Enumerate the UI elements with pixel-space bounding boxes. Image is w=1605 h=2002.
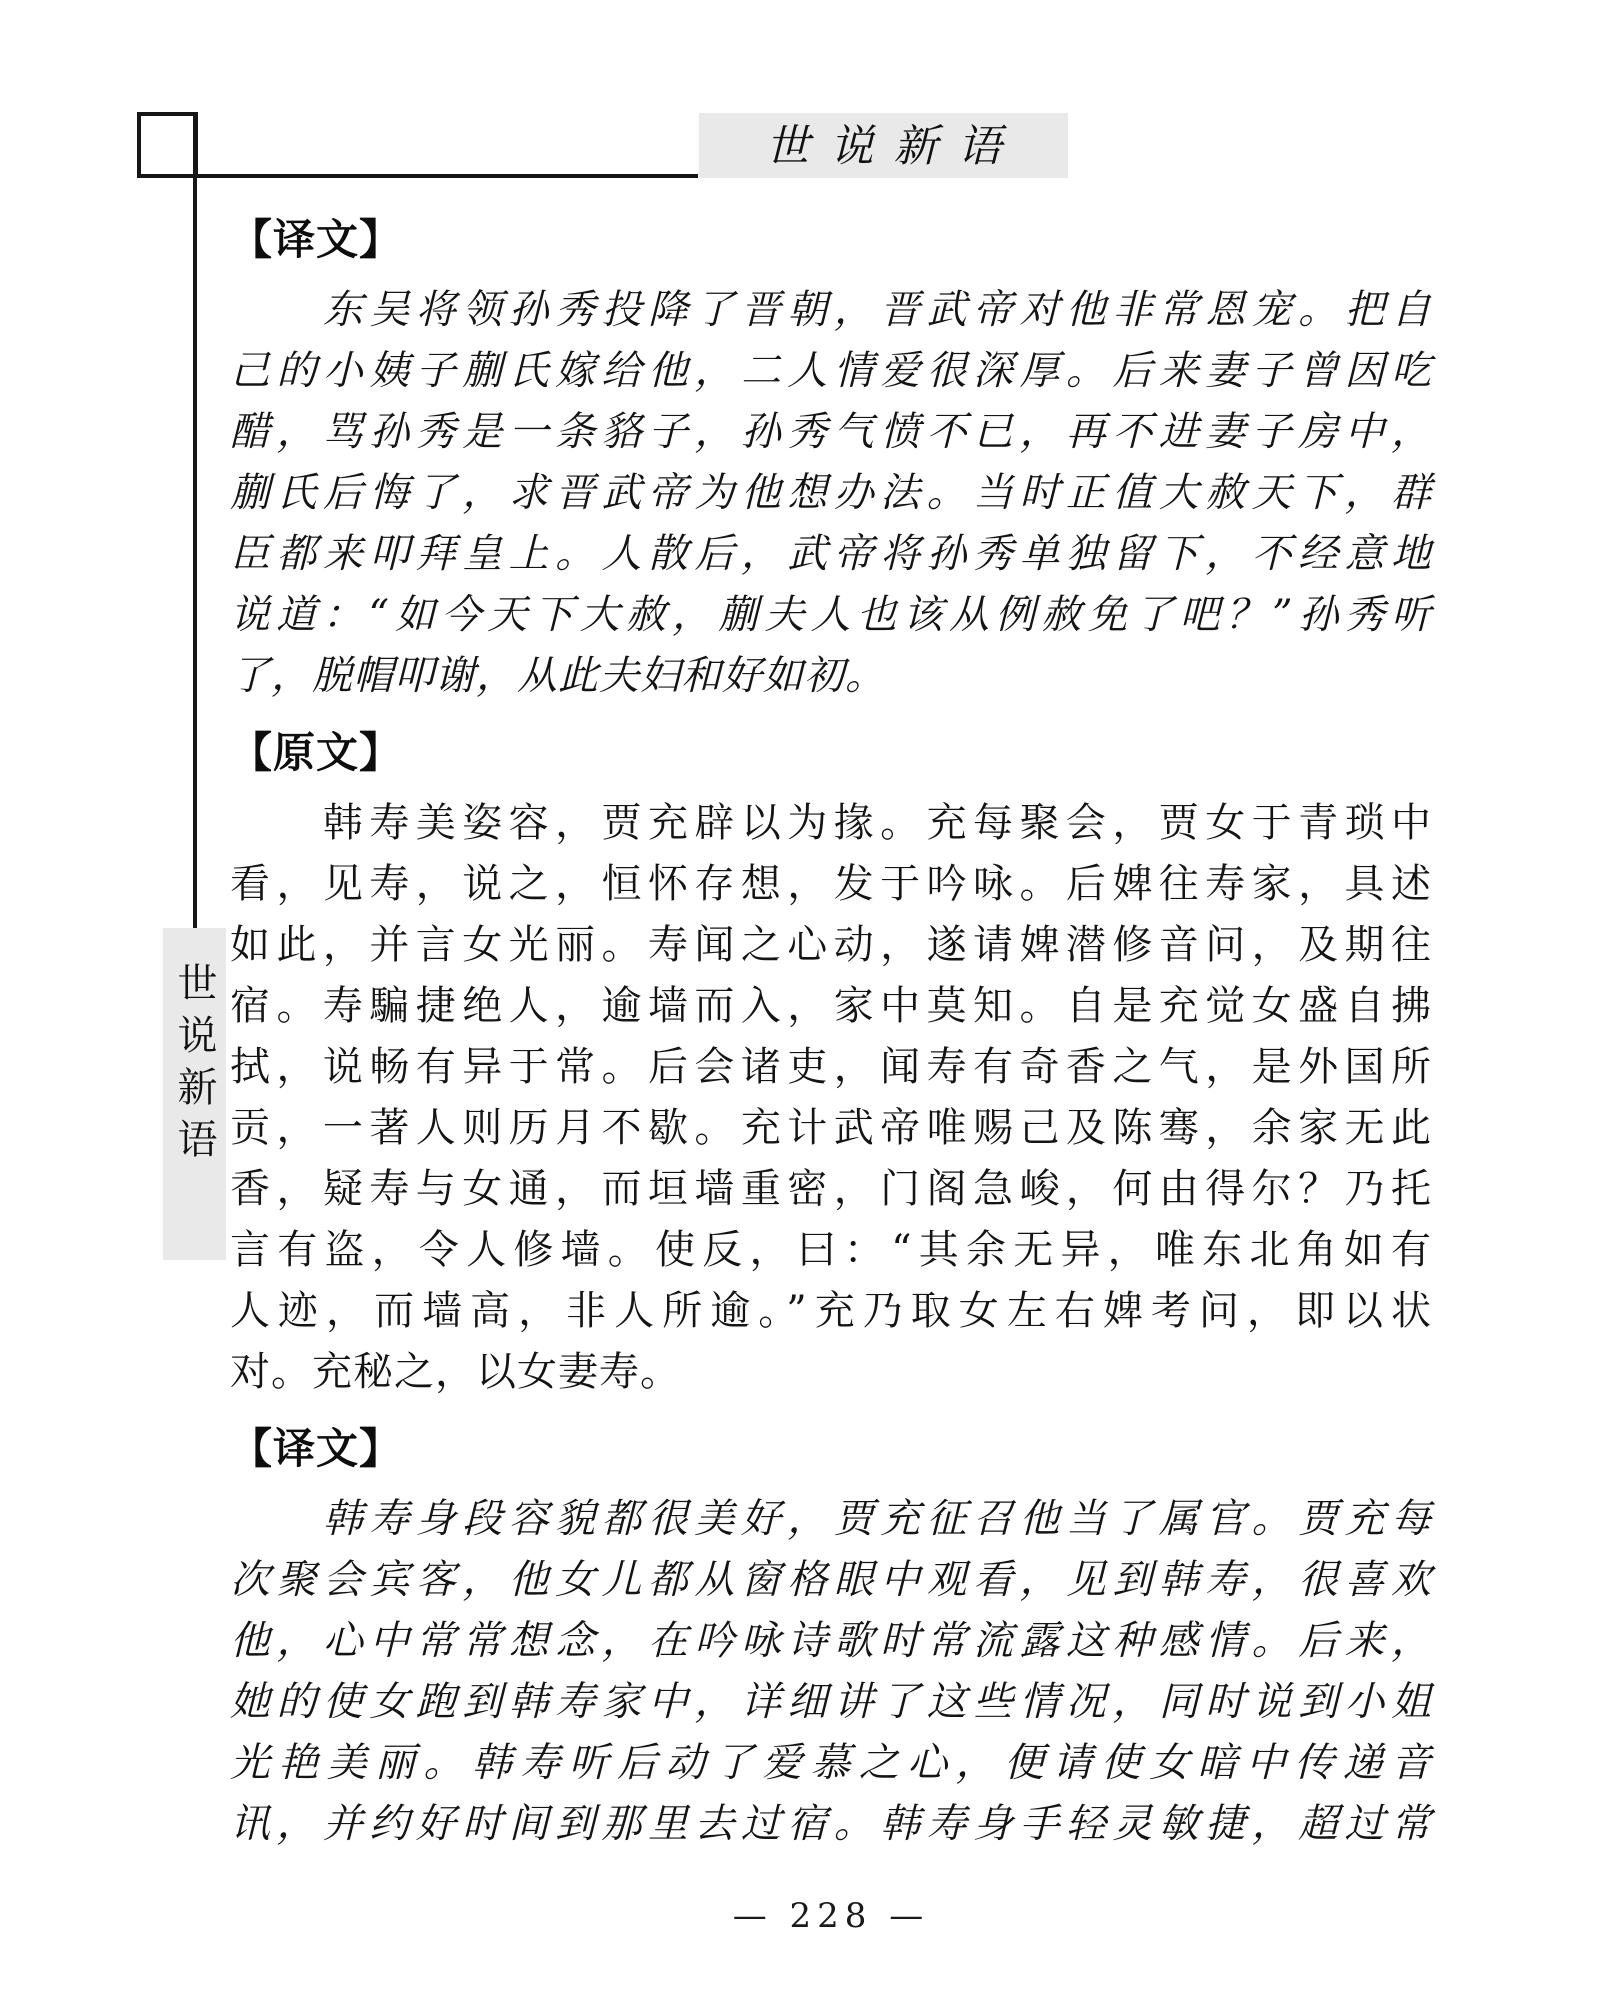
section-heading-original: 【原文】 (230, 728, 403, 777)
corner-box-ornament (137, 112, 198, 178)
text-line: 她的使女跑到韩寿家中，详细讲了这些情况，同时说到小姐 (230, 1679, 1432, 1725)
text-line: 说道：“如今天下大赦，蒯夫人也该从例赦免了吧？”孙秀听 (230, 592, 1432, 638)
text-line: 臣都来叩拜皇上。人散后，武帝将孙秀单独留下，不经意地 (230, 531, 1432, 577)
text-line: 他，心中常常想念，在吟咏诗歌时常流露这种感情。后来， (230, 1618, 1432, 1664)
side-book-title-text: 世说新语 (171, 962, 217, 1170)
text-line: 醋，骂孙秀是一条貉子，孙秀气愤不已，再不进妻子房中， (230, 409, 1432, 455)
text-line: 东吴将领孙秀投降了晋朝，晋武帝对他非常恩宠。把自 (230, 287, 1432, 333)
running-head-title: 世说新语 (765, 121, 1022, 172)
text-line: 言有盗，令人修墙。使反，曰：“其余无异，唯东北角如有 (230, 1227, 1432, 1273)
translation-paragraph-1 (230, 280, 1432, 707)
text-line: 对。充秘之，以女妻寿。 (230, 1349, 681, 1395)
text-line: 光艳美丽。韩寿听后动了爱慕之心，便请使女暗中传递音 (230, 1740, 1432, 1786)
text-line: 次聚会宾客，他女儿都从窗格眼中观看，见到韩寿，很喜欢 (230, 1557, 1432, 1603)
text-line: 如此，并言女光丽。寿闻之心动，遂请婢潜修音问，及期往 (230, 922, 1432, 968)
text-line: 拭，说畅有异于常。后会诸吏，闻寿有奇香之气，是外国所 (230, 1044, 1432, 1090)
left-vertical-rule (193, 112, 197, 928)
original-text-paragraph (230, 793, 1432, 1403)
text-line: 己的小姨子蒯氏嫁给他，二人情爱很深厚。后来妻子曾因吃 (230, 348, 1432, 394)
text-line: 人迹，而墙高，非人所逾。”充乃取女左右婢考问，即以状 (230, 1288, 1432, 1334)
translation-paragraph-2 (230, 1489, 1432, 1855)
header-horizontal-rule (137, 174, 698, 178)
text-line: 看，见寿，说之，恒怀存想，发于吟咏。后婢往寿家，具述 (230, 861, 1432, 907)
text-line: 韩寿身段容貌都很美好，贾充征召他当了属官。贾充每 (230, 1496, 1432, 1542)
text-line: 宿。寿騙捷绝人，逾墙而入，家中莫知。自是充觉女盛自拂 (230, 983, 1432, 1029)
text-line: 蒯氏后悔了，求晋武帝为他想办法。当时正值大赦天下，群 (230, 470, 1432, 516)
section-heading-translation-1: 【译文】 (230, 215, 403, 264)
side-book-title-tab (163, 928, 226, 1260)
page-number: — 228 — (732, 1896, 930, 1936)
text-line: 香，疑寿与女通，而垣墙重密，门阁急峻，何由得尔？乃托 (230, 1166, 1432, 1212)
text-line: 了，脱帽叩谢，从此夫妇和好如初。 (230, 653, 886, 699)
running-head (699, 113, 1068, 178)
main-text-column (230, 208, 1432, 1941)
text-line: 韩寿美姿容，贾充辟以为掾。充每聚会，贾女于青琐中 (230, 800, 1432, 846)
section-heading-translation-2: 【译文】 (230, 1424, 403, 1473)
text-line: 讯，并约好时间到那里去过宿。韩寿身手轻灵敏捷，超过常 (230, 1801, 1432, 1847)
text-line: 贡，一著人则历月不歇。充计武帝唯赐己及陈骞，余家无此 (230, 1105, 1432, 1151)
